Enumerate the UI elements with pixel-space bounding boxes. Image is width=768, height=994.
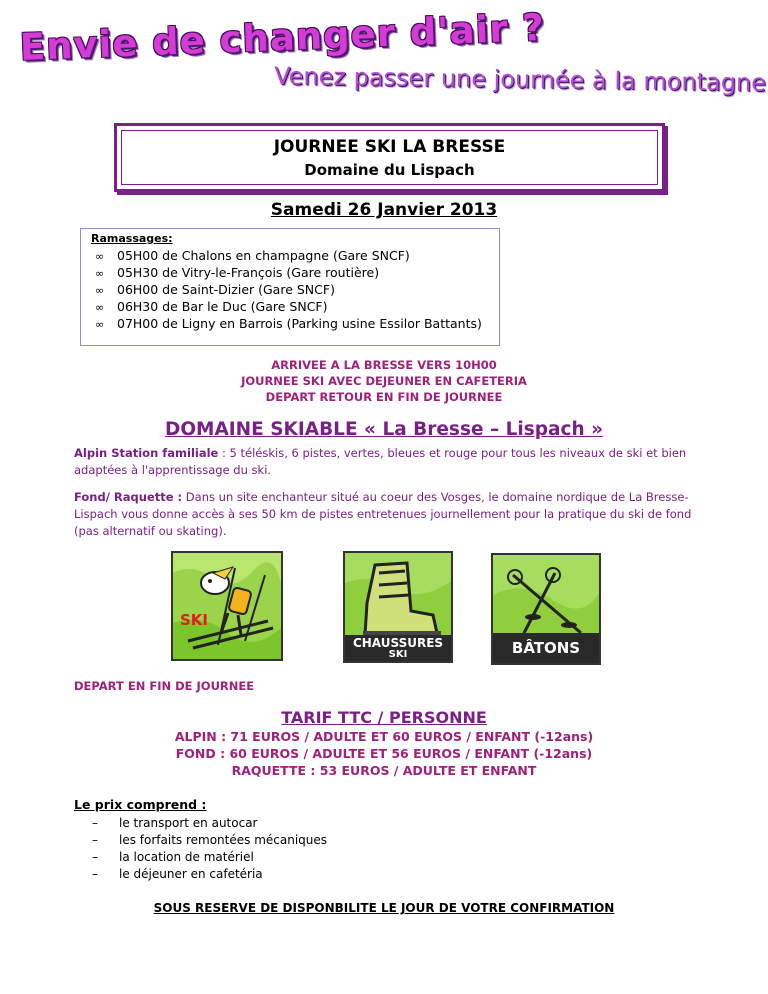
pricing-block <box>0 728 768 779</box>
bullet-icon: ∞ <box>95 284 105 297</box>
program-block <box>0 357 768 405</box>
includes-list <box>92 815 327 883</box>
fond-text: Dans un site enchanteur situé au coeur des Vosges, le domaine nordique de La Bresse-Lispach vous donne accès à ses 50 km de pistes entretenues journellement pour la pratique du ski de fond (pas alternatif ou skating). <box>74 490 692 538</box>
skier-icon <box>173 553 281 659</box>
bullet-icon: ∞ <box>95 301 105 314</box>
ski-image <box>171 551 283 661</box>
bullet-icon: ∞ <box>95 267 105 280</box>
dash-icon: – <box>92 867 98 881</box>
includes-title: Le prix comprend : <box>74 797 207 812</box>
list-item: ∞ 05H30 de Vitry-le-François (Gare routière) <box>95 265 380 280</box>
title-box <box>114 123 665 192</box>
alpin-label: Alpin Station familiale <box>74 446 219 460</box>
boots-label-2: SKI <box>388 649 408 660</box>
pickup-list <box>95 247 482 332</box>
price-line: RAQUETTE : 53 EUROS / ADULTE ET ENFANT <box>231 763 537 778</box>
footer-note: SOUS RESERVE DE DISPONBILITE LE JOUR DE VOTRE CONFIRMATION <box>153 901 615 915</box>
bullet-icon: ∞ <box>95 318 105 331</box>
program-line: DEPART RETOUR EN FIN DE JOURNEE <box>265 390 503 404</box>
fond-paragraph <box>74 489 704 540</box>
list-item: – les forfaits remontées mécaniques <box>92 833 328 847</box>
bullet-icon: ∞ <box>95 250 105 263</box>
ski-label: SKI <box>180 611 209 629</box>
boots-label-1: CHAUSSURES <box>352 636 444 650</box>
alpin-paragraph <box>74 445 704 479</box>
list-item: – le déjeuner en cafetéria <box>92 867 263 881</box>
dash-icon: – <box>92 833 98 847</box>
alpin-text: : 5 téléskis, 6 pistes, vertes, bleues et rouge pour tous les niveaux de ski et bien adaptées à l'apprentissage du ski. <box>74 446 687 477</box>
price-line: FOND : 60 EUROS / ADULTE ET 56 EUROS / ENFANT (-12ans) <box>175 746 593 761</box>
list-item: ∞ 05H00 de Chalons en champagne (Gare SNCF) <box>95 248 410 263</box>
poles-label: BÂTONS <box>511 639 581 657</box>
list-item: ∞ 07H00 de Ligny en Barrois (Parking usine Essilor Battants) <box>95 316 482 331</box>
list-item: ∞ 06H30 de Bar le Duc (Gare SNCF) <box>95 299 328 314</box>
subheadline: Venez passer une journée à la montagne <box>273 62 767 97</box>
list-item: ∞ 06H00 de Saint-Dizier (Gare SNCF) <box>95 282 335 297</box>
boots-image <box>343 551 453 663</box>
event-date: Samedi 26 Janvier 2013 <box>270 200 498 220</box>
dash-icon: – <box>92 816 98 830</box>
pickup-box <box>80 228 500 346</box>
pricing-title: TARIF TTC / PERSONNE <box>281 708 487 727</box>
list-item: – le transport en autocar <box>92 816 258 830</box>
pickup-title: Ramassages: <box>91 232 173 245</box>
title-line-1: JOURNEE SKI LA BRESSE <box>273 137 506 157</box>
poles-image <box>491 553 601 665</box>
program-line: JOURNEE SKI AVEC DEJEUNER EN CAFETERIA <box>241 374 527 388</box>
departure-text: DEPART EN FIN DE JOURNEE <box>74 679 255 693</box>
fond-label: Fond/ Raquette : <box>74 490 183 504</box>
list-item: – la location de matériel <box>92 850 254 864</box>
dash-icon: – <box>92 850 98 864</box>
title-line-2: Domaine du Lispach <box>304 161 475 179</box>
price-line: ALPIN : 71 EUROS / ADULTE ET 60 EUROS / ENFANT (-12ans) <box>174 729 594 744</box>
program-line: ARRIVEE A LA BRESSE VERS 10H00 <box>271 358 497 372</box>
headline: Envie de changer d'air ? <box>19 5 546 69</box>
domain-title: DOMAINE SKIABLE « La Bresse – Lispach » <box>164 419 604 440</box>
